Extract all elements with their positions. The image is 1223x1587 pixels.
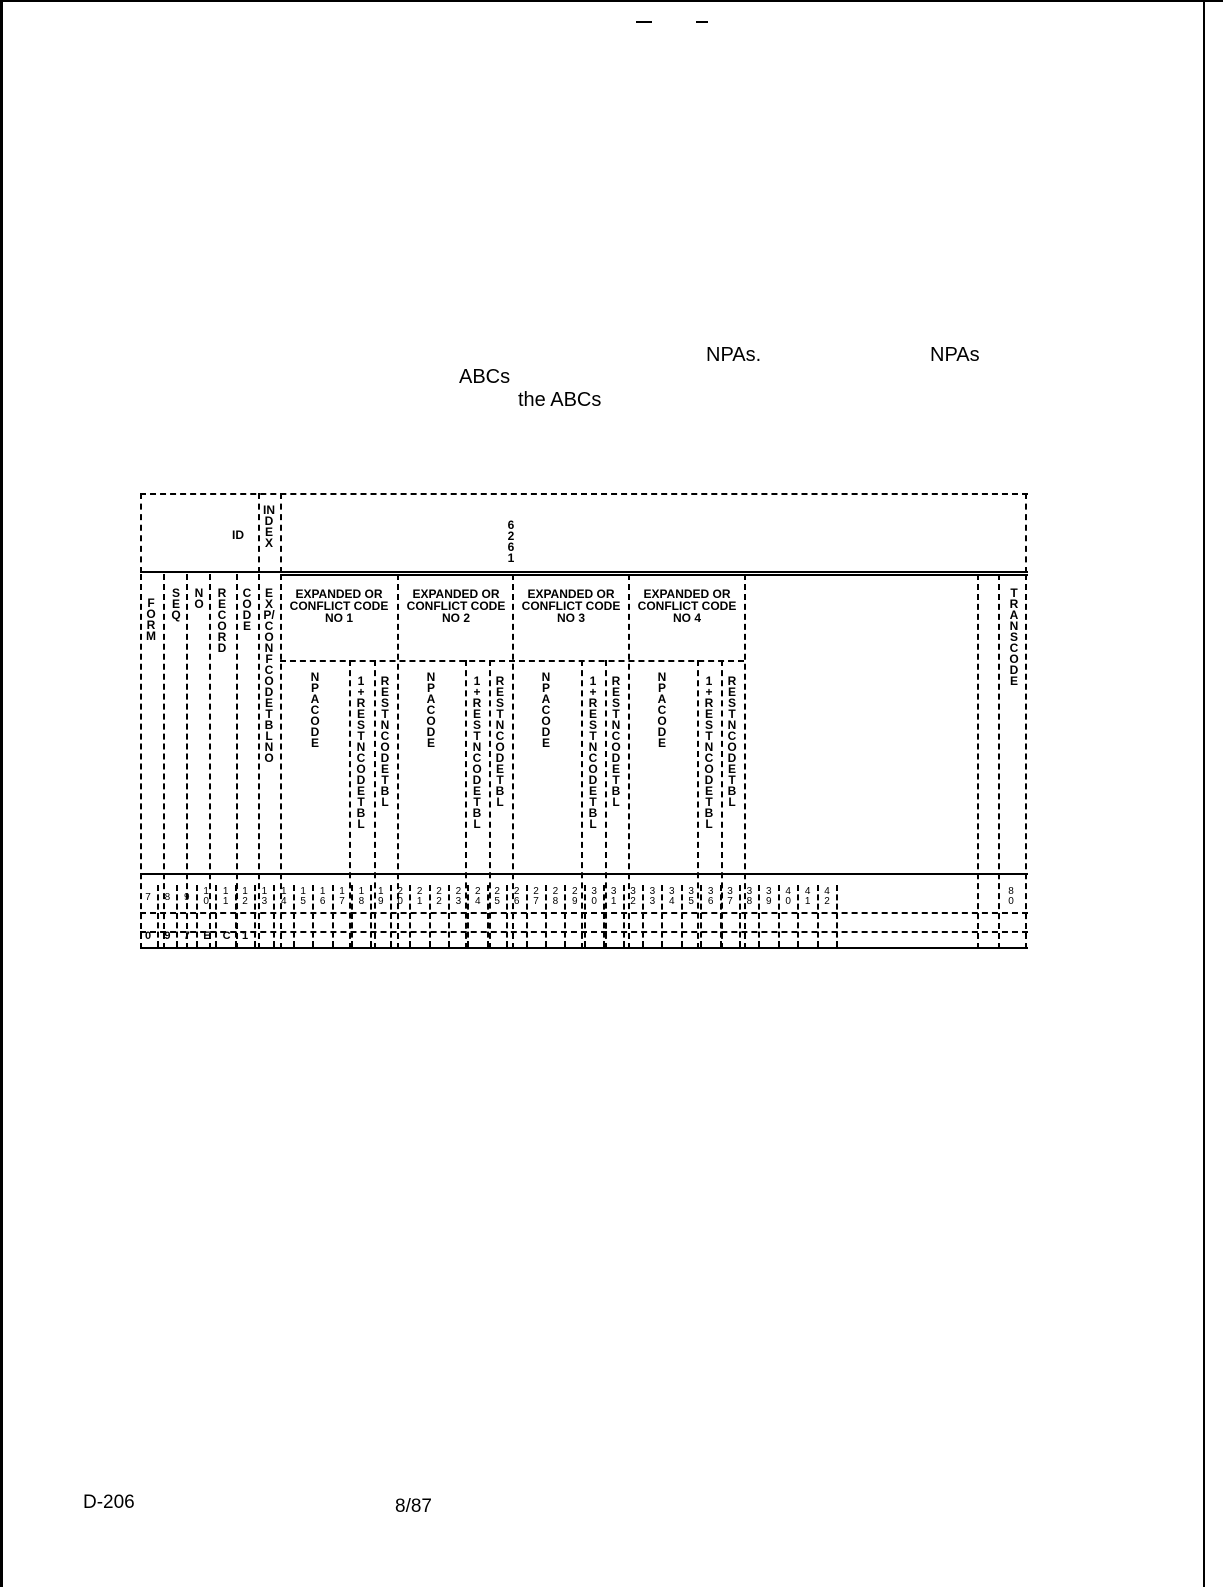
seq-header: SEQ	[171, 586, 181, 622]
text-npas-2: NPAs	[930, 344, 980, 366]
column-number: 8	[164, 892, 171, 903]
npa-code-label: NPA CODE	[310, 670, 320, 750]
column-number: 27	[533, 886, 539, 907]
trans-code-header: TRANS CODE	[1009, 586, 1019, 688]
column-number: 9	[184, 892, 190, 903]
plus1-restn-tbl-label: 1+RESTN CODE TBL	[356, 674, 366, 831]
column-number: 26	[513, 886, 520, 907]
column-number: 41	[804, 886, 811, 907]
exp-conf-tbl-header: EXP/CONF CODE TBL NO	[263, 586, 275, 765]
column-number: 22	[436, 886, 442, 907]
plus1-restn-tbl-label: 1+RESTN CODE TBL	[472, 674, 482, 831]
column-number: 30	[591, 886, 597, 907]
column-number: 80	[1008, 886, 1014, 907]
column-number: 42	[824, 886, 830, 907]
column-value: E	[203, 930, 211, 942]
form-header: FORM	[146, 596, 156, 643]
no-header: NO	[194, 586, 204, 611]
column-number: 28	[552, 886, 559, 907]
column-number: 10	[203, 886, 209, 907]
page-date: 8/87	[395, 1496, 432, 1517]
column-number: 15	[300, 886, 306, 907]
npa-code-label: NPA CODE	[541, 670, 551, 750]
group-2-title: EXPANDED OR CONFLICT CODE NO 2	[406, 587, 506, 625]
column-value: 1	[242, 930, 249, 942]
column-number: 17	[339, 886, 345, 907]
column-number: 31	[610, 886, 617, 907]
card-code-label: 6261	[507, 518, 515, 565]
code-header: CODE	[242, 586, 252, 633]
id-label: ID	[232, 528, 244, 542]
group-3-title: EXPANDED OR CONFLICT CODE NO 3	[521, 587, 621, 625]
column-number: 14	[281, 886, 287, 907]
column-number: 21	[416, 886, 423, 907]
text-npas-1: NPAs.	[706, 344, 762, 366]
column-number: 35	[688, 886, 694, 907]
column-number: 12	[242, 886, 248, 907]
group-1-title: EXPANDED OR CONFLICT CODE NO 1	[289, 587, 389, 625]
column-number: 16	[319, 886, 326, 907]
column-number: 24	[475, 886, 481, 907]
column-number: 33	[649, 886, 656, 907]
column-value: 7	[183, 930, 190, 942]
column-number: 34	[669, 886, 675, 907]
restn-tbl-label: RESTN CODE TBL	[727, 674, 737, 809]
column-number: 39	[766, 886, 772, 907]
column-value: 9	[164, 930, 171, 942]
index-label: INDEX	[263, 503, 275, 550]
column-number: 20	[397, 886, 403, 907]
column-number: 11	[222, 886, 229, 907]
record-header: RECORD	[217, 586, 227, 655]
restn-tbl-label: RESTN CODE TBL	[495, 674, 505, 809]
column-number: 40	[785, 886, 791, 907]
column-number: 23	[455, 886, 462, 907]
group-4-title: EXPANDED OR CONFLICT CODE NO 4	[637, 587, 737, 625]
page-id: D-206	[83, 1492, 135, 1513]
text-abcs-1: ABCs	[459, 366, 511, 388]
column-value: 0	[145, 930, 152, 942]
restn-tbl-label: RESTN CODE TBL	[380, 674, 390, 809]
restn-tbl-label: RESTN CODE TBL	[611, 674, 621, 809]
text-abcs-2: the ABCs	[518, 389, 602, 411]
npa-code-label: NPA CODE	[657, 670, 667, 750]
npa-code-label: NPA CODE	[426, 670, 436, 750]
plus1-restn-tbl-label: 1+RESTN CODE TBL	[704, 674, 714, 831]
column-value: C	[222, 930, 231, 942]
column-number: 38	[746, 886, 753, 907]
column-number: 19	[378, 886, 384, 907]
column-number: 7	[145, 892, 151, 903]
column-number: 25	[494, 886, 500, 907]
column-number: 18	[358, 886, 365, 907]
column-number: 13	[261, 886, 268, 907]
column-number: 36	[707, 886, 714, 907]
column-number: 32	[630, 886, 636, 907]
plus1-restn-tbl-label: 1+RESTN CODE TBL	[588, 674, 598, 831]
column-number: 29	[572, 886, 578, 907]
column-number: 37	[727, 886, 733, 907]
